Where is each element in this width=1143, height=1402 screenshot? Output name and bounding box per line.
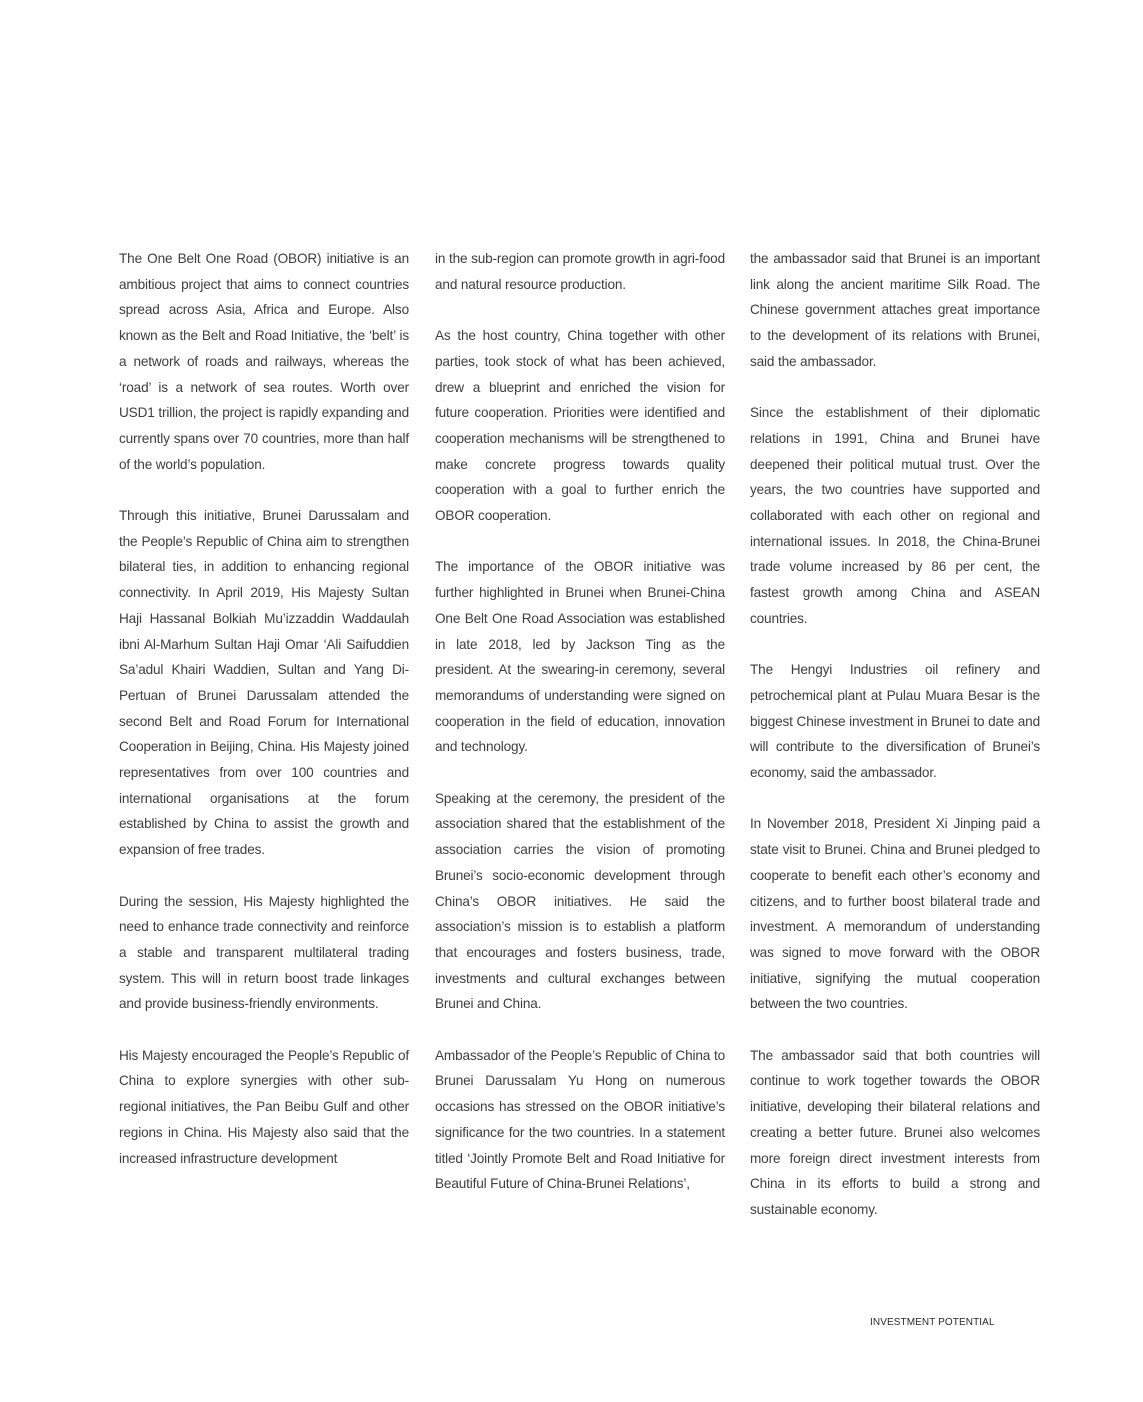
paragraph: In November 2018, President Xi Jinping paid a state visit to Brunei. China and Brunei pledged to cooperate to benefit each other’s economy and citizens, and to further boost bilateral trade and investment. A memorandum of understanding was signed to move forward with the OBOR initiative, signifying the mutual cooperation between the two countries. xyxy=(750,816,1040,1012)
paragraph: in the sub-region can promote growth in agri-food and natural resource production. xyxy=(435,251,725,292)
paragraph: Speaking at the ceremony, the president of the association shared that the establishment of the association carries the vision of promoting Brunei’s socio-economic development through China’s OBOR initiatives. He said the association’s mission is to establish a platform that encourages and fosters business, trade, investments and cultural exchanges between Brunei and China. xyxy=(435,790,725,1012)
text-column-3 xyxy=(750,246,1040,1223)
text-column-2 xyxy=(435,246,725,1197)
paragraph: His Majesty encouraged the People’s Republic of China to explore synergies with other sub-regional initiatives, the Pan Beibu Gulf and other regions in China. His Majesty also said that the increased infrastructure development xyxy=(119,1047,409,1166)
paragraph: the ambassador said that Brunei is an important link along the ancient maritime Silk Road. The Chinese government attaches great importance to the development of its relations with Brunei, said the ambassador. xyxy=(750,251,1040,369)
paragraph: Since the establishment of their diplomatic relations in 1991, China and Brunei have deepened their political mutual trust. Over the years, the two countries have supported and collaborated with each other on regional and international issues. In 2018, the China-Brunei trade volume increased by 86 per cent, the fastest growth among China and ASEAN countries. xyxy=(750,405,1040,626)
paragraph: The Hengyi Industries oil refinery and petrochemical plant at Pulau Muara Besar is the biggest Chinese investment in Brunei to date and will contribute to the diversification of Brunei’s economy, said the ambassador. xyxy=(750,662,1040,781)
paragraph: As the host country, China together with other parties, took stock of what has been achieved, drew a blueprint and enriched the vision for future cooperation. Priorities were identified and cooperation mechanisms will be strengthened to make concrete progress towards quality cooperation with a goal to further enrich the OBOR cooperation. xyxy=(435,328,725,524)
paragraph: During the session, His Majesty highlighted the need to enhance trade connectivity and reinforce a stable and transparent multilateral trading system. This will in return boost trade linkages and provide business-friendly environments. xyxy=(119,893,409,1012)
paragraph: The importance of the OBOR initiative was further highlighted in Brunei when Brunei-China One Belt One Road Association was established in late 2018, led by Jackson Ting as the president. At the swearing-in ceremony, several memorandums of understanding were signed on cooperation in the field of education, innovation and technology. xyxy=(435,559,725,755)
text-column-1 xyxy=(119,246,409,1171)
paragraph: The One Belt One Road (OBOR) initiative is an ambitious project that aims to connect countries spread across Asia, Africa and Europe. Also known as the Belt and Road Initiative, the ‘belt’ is a network of roads and railways, whereas the ‘road’ is a network of sea routes. Worth over USD1 trillion, the project is rapidly expanding and currently spans over 70 countries, more than half of the world’s population. xyxy=(119,251,409,472)
paragraph: Through this initiative, Brunei Darussalam and the People’s Republic of China aim to strengthen bilateral ties, in addition to enhancing regional connectivity. In April 2019, His Majesty Sultan Haji Hassanal Bolkiah Mu’izzaddin Waddaulah ibni Al-Marhum Sultan Haji Omar ‘Ali Saifuddien Sa’adul Khairi Waddien, Sultan and Yang Di-Pertuan of Brunei Darussalam attended the second Belt and Road Forum for International Cooperation in Beijing, China. His Majesty joined representatives from over 100 countries and international organisations at the forum established by China to assist the growth and expansion of free trades. xyxy=(119,508,409,858)
paragraph: The ambassador said that both countries will continue to work together towards the OBOR initiative, developing their bilateral relations and creating a better future. Brunei also welcomes more foreign direct investment interests from China in its efforts to build a strong and sustainable economy. xyxy=(750,1047,1040,1217)
running-footer-section-label: INVESTMENT POTENTIAL xyxy=(870,1317,995,1328)
paragraph: Ambassador of the People’s Republic of China to Brunei Darussalam Yu Hong on numerous occasions has stressed on the OBOR initiative’s significance for the two countries. In a statement titled ‘Jointly Promote Belt and Road Initiative for Beautiful Future of China-Brunei Relations’, xyxy=(435,1047,725,1192)
